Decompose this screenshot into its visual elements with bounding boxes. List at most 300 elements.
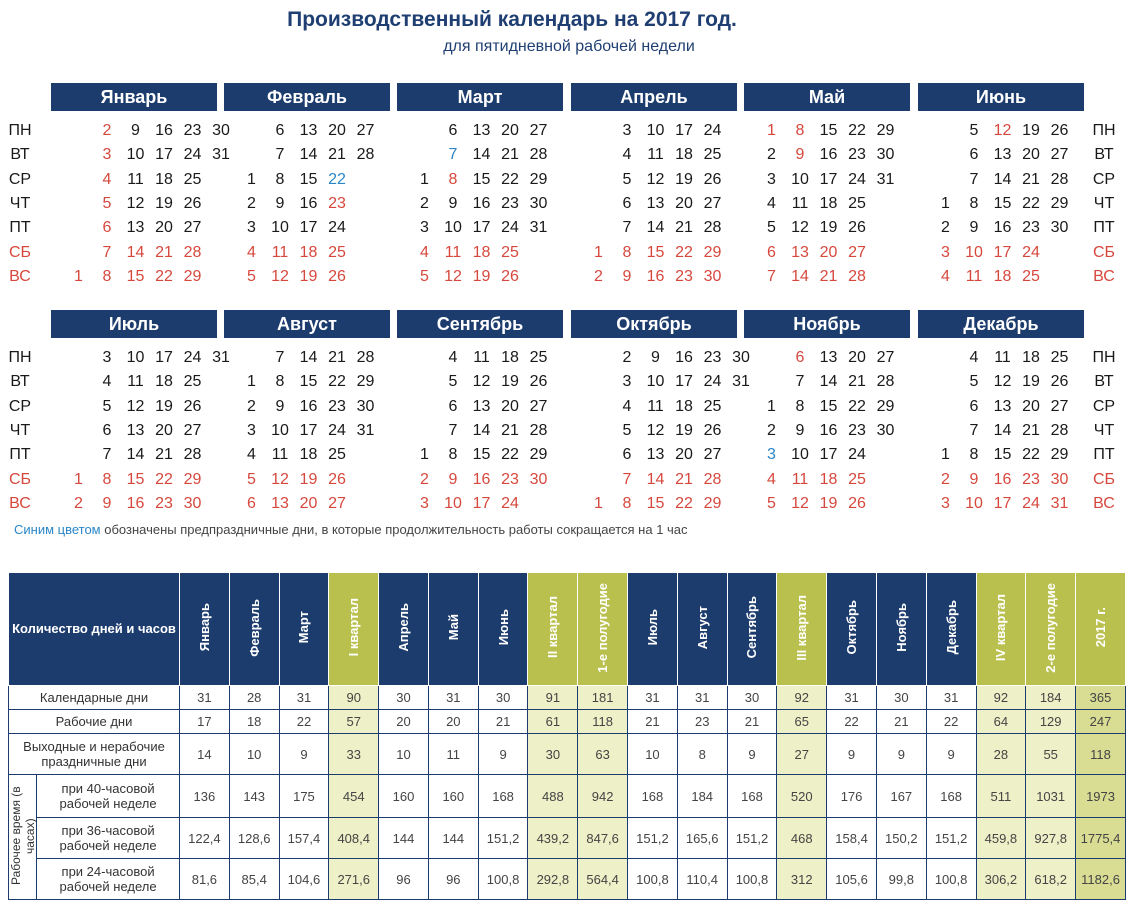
table-cell: 27: [777, 734, 827, 775]
day-cell: 24: [183, 349, 202, 366]
table-cell: 21: [727, 710, 777, 734]
day-cell: 1: [767, 122, 776, 139]
table-cell: 271,6: [329, 859, 379, 900]
day-cell: 24: [501, 494, 519, 512]
row-label: Календарные дни: [9, 686, 180, 710]
day-cell: 5: [767, 494, 776, 512]
day-cell: 11: [271, 446, 289, 464]
month-title: Октябрь: [571, 310, 737, 338]
day-cell: 16: [472, 194, 491, 212]
month-title: Декабрь: [918, 310, 1084, 338]
table-cell: 175: [279, 775, 329, 818]
month-days: [51, 346, 230, 514]
month-title: Апрель: [571, 83, 737, 111]
table-cell: 31: [428, 686, 478, 710]
table-cell: 92: [777, 686, 827, 710]
column-header-label: Февраль: [246, 598, 262, 657]
day-cell: 26: [703, 421, 722, 439]
table-cell: 31: [926, 686, 976, 710]
day-cell: 28: [848, 267, 866, 285]
day-cell: 12: [646, 421, 665, 439]
table-cell: 468: [777, 818, 827, 859]
day-cell: 1: [594, 494, 603, 512]
column-header: [628, 573, 678, 686]
day-cell: 2: [247, 397, 256, 415]
table-cell: 57: [329, 710, 379, 734]
table-cell: 30: [379, 686, 429, 710]
weekday-label: ВТ: [10, 146, 30, 164]
day-cell: 7: [622, 219, 632, 237]
day-cell: 17: [819, 446, 838, 464]
table-cell: 1973: [1076, 775, 1126, 818]
day-cell: 27: [529, 122, 548, 139]
day-cell: 17: [472, 219, 491, 237]
month-title: Ноябрь: [744, 310, 910, 338]
day-cell: 16: [155, 122, 173, 139]
day-cell: 16: [126, 494, 145, 512]
day-cell: 25: [848, 194, 866, 212]
day-cell: 13: [299, 122, 318, 139]
table-cell: 30: [528, 734, 578, 775]
day-cell: 7: [795, 373, 805, 391]
day-cell: 17: [993, 494, 1012, 512]
day-cell: 28: [529, 146, 548, 164]
table-cell: 81,6: [180, 859, 230, 900]
month-days: [224, 346, 390, 514]
weekday-label: ПТ: [9, 219, 31, 237]
day-cell: 13: [646, 194, 665, 212]
day-cell: 21: [848, 373, 866, 391]
day-cell: 5: [247, 267, 256, 285]
day-cell: 23: [1022, 470, 1040, 488]
day-cell: 25: [529, 349, 548, 366]
day-cell: 29: [183, 470, 202, 488]
table-row: [9, 734, 1126, 775]
day-cell: 17: [299, 219, 318, 237]
day-cell: 18: [155, 170, 173, 188]
day-cell: 23: [848, 146, 866, 164]
day-cell: 19: [299, 267, 318, 285]
day-cell: 1: [767, 397, 776, 415]
day-cell: 5: [420, 267, 429, 285]
day-cell: 20: [299, 494, 318, 512]
day-cell: 14: [472, 421, 491, 439]
day-cell: 21: [1022, 421, 1040, 439]
row-label: при 36-часовой рабочей неделе: [37, 818, 180, 859]
day-cell: 5: [969, 122, 979, 139]
table-row: [9, 686, 1126, 710]
day-cell: 6: [622, 446, 632, 464]
day-cell: 10: [444, 494, 462, 512]
table-cell: 129: [1026, 710, 1076, 734]
day-cell: 27: [703, 446, 722, 464]
column-header-label: Январь: [196, 603, 212, 652]
table-cell: 61: [528, 710, 578, 734]
day-cell: 6: [767, 243, 776, 261]
table-cell: 176: [827, 775, 877, 818]
table-cell: 91: [528, 686, 578, 710]
month-title: Август: [224, 310, 390, 338]
day-cell: 15: [993, 194, 1012, 212]
table-cell: 100,8: [628, 859, 678, 900]
day-cell: 6: [448, 122, 458, 139]
row-label: при 40-часовой рабочей неделе: [37, 775, 180, 818]
day-cell: 1: [420, 446, 429, 464]
day-cell: 22: [328, 170, 346, 188]
day-cell: 31: [212, 146, 230, 164]
day-cell: 8: [275, 373, 285, 391]
day-cell: 21: [675, 470, 693, 488]
table-cell: 144: [428, 818, 478, 859]
column-header: [677, 573, 727, 686]
month-days: [918, 119, 1084, 287]
day-cell: 3: [941, 494, 950, 512]
table-cell: 488: [528, 775, 578, 818]
day-cell: 13: [472, 397, 491, 415]
day-cell: 29: [876, 397, 895, 415]
day-cell: 18: [501, 349, 519, 366]
day-cell: 8: [448, 446, 458, 464]
day-cell: 3: [247, 219, 256, 237]
table-cell: 168: [727, 775, 777, 818]
table-cell: 158,4: [827, 818, 877, 859]
day-cell: 25: [703, 397, 722, 415]
weekday-label: ПТ: [1093, 219, 1115, 237]
day-cell: 11: [994, 349, 1011, 366]
table-cell: 1031: [1026, 775, 1076, 818]
day-cell: 6: [247, 494, 256, 512]
day-cell: 21: [501, 146, 519, 164]
day-cell: 25: [501, 243, 519, 261]
day-cell: 19: [675, 170, 693, 188]
month-block: [918, 310, 1084, 514]
day-cell: 5: [102, 194, 112, 212]
day-cell: 22: [1022, 446, 1040, 464]
weekday-label: СБ: [1092, 243, 1116, 261]
day-cell: 6: [622, 194, 632, 212]
day-cell: 19: [299, 470, 318, 488]
day-cell: 24: [1022, 243, 1040, 261]
month-block: [397, 310, 563, 514]
table-cell: 151,2: [628, 818, 678, 859]
day-cell: 30: [732, 349, 750, 366]
day-cell: 23: [183, 122, 202, 139]
day-cell: 20: [819, 243, 838, 261]
table-cell: 150,2: [876, 818, 926, 859]
day-cell: 21: [328, 349, 346, 366]
month-title: Июль: [51, 310, 217, 338]
day-cell: 1: [247, 373, 256, 391]
day-cell: 23: [501, 470, 519, 488]
day-cell: 27: [848, 243, 866, 261]
day-cell: 19: [675, 421, 693, 439]
table-cell: 22: [926, 710, 976, 734]
day-cell: 28: [703, 470, 722, 488]
table-cell: 511: [976, 775, 1026, 818]
table-cell: 459,8: [976, 818, 1026, 859]
day-cell: 14: [126, 243, 145, 261]
table-row: [9, 710, 1126, 734]
day-cell: 18: [819, 470, 838, 488]
day-cell: 15: [472, 170, 491, 188]
day-cell: 5: [622, 421, 632, 439]
day-cell: 25: [703, 146, 722, 164]
row-label: Выходные и нерабочие праздничные дни: [9, 734, 180, 775]
weekday-label: ВТ: [1094, 146, 1114, 164]
day-cell: 18: [675, 397, 693, 415]
day-cell: 18: [819, 194, 838, 212]
day-cell: 27: [183, 219, 202, 237]
day-cell: 23: [155, 494, 173, 512]
table-cell: 31: [628, 686, 678, 710]
day-cell: 27: [876, 349, 895, 366]
day-cell: 1: [74, 470, 83, 488]
day-cell: 26: [183, 397, 202, 415]
table-cell: 11: [428, 734, 478, 775]
day-cell: 14: [791, 267, 809, 285]
table-cell: 136: [180, 775, 230, 818]
day-cell: 2: [941, 470, 950, 488]
table-cell: 9: [876, 734, 926, 775]
day-cell: 12: [472, 373, 491, 391]
day-cell: 31: [1050, 494, 1069, 512]
day-cell: 13: [646, 446, 665, 464]
day-cell: 16: [993, 470, 1012, 488]
table-cell: 92: [976, 686, 1026, 710]
weekday-label: ВС: [9, 267, 31, 285]
row-label: Рабочие дни: [9, 710, 180, 734]
day-cell: 12: [993, 373, 1012, 391]
table-cell: 104,6: [279, 859, 329, 900]
column-header: [180, 573, 230, 686]
day-cell: 20: [1022, 146, 1040, 164]
day-cell: 8: [622, 243, 632, 261]
day-cell: 2: [74, 494, 83, 512]
day-cell: 23: [501, 194, 519, 212]
day-cell: 9: [969, 219, 979, 237]
day-cell: 15: [299, 373, 318, 391]
table-corner-header: Количество дней и часов: [9, 573, 180, 686]
table-cell: 151,2: [727, 818, 777, 859]
day-cell: 3: [102, 146, 112, 164]
table-cell: 9: [926, 734, 976, 775]
day-cell: 9: [102, 494, 112, 512]
day-cell: 22: [501, 446, 519, 464]
table-cell: 96: [379, 859, 429, 900]
day-cell: 15: [472, 446, 491, 464]
day-cell: 19: [1022, 122, 1040, 139]
day-cell: 24: [328, 219, 346, 237]
day-cell: 20: [848, 349, 866, 366]
day-cell: 28: [703, 219, 722, 237]
month-days: [744, 119, 910, 287]
day-cell: 7: [275, 146, 285, 164]
day-cell: 17: [155, 146, 173, 164]
table-cell: 21: [478, 710, 528, 734]
column-header: [329, 573, 379, 686]
day-cell: 22: [848, 122, 866, 139]
table-cell: 10: [229, 734, 279, 775]
weekday-label: ВТ: [10, 373, 30, 391]
weekday-label: СР: [1092, 397, 1116, 415]
day-cell: 15: [993, 446, 1012, 464]
day-cell: 28: [356, 349, 375, 366]
table-cell: 65: [777, 710, 827, 734]
day-cell: 4: [247, 446, 256, 464]
day-cell: 5: [247, 470, 256, 488]
table-cell: 151,2: [926, 818, 976, 859]
table-cell: 181: [578, 686, 628, 710]
month-days: [744, 346, 910, 514]
day-cell: 8: [622, 494, 632, 512]
day-cell: 22: [501, 170, 519, 188]
day-cell: 6: [102, 421, 112, 439]
day-cell: 4: [622, 146, 632, 164]
day-cell: 17: [155, 349, 173, 366]
table-cell: 439,2: [528, 818, 578, 859]
day-cell: 15: [646, 494, 665, 512]
day-cell: 21: [328, 146, 346, 164]
table-cell: 927,8: [1026, 818, 1076, 859]
table-cell: 30: [876, 686, 926, 710]
day-cell: 20: [501, 397, 519, 415]
day-cell: 8: [448, 170, 458, 188]
month-days: [918, 346, 1084, 514]
day-cell: 15: [126, 470, 145, 488]
weekday-label: ПН: [8, 349, 32, 366]
table-cell: 31: [180, 686, 230, 710]
day-cell: 6: [448, 397, 458, 415]
day-cell: 5: [102, 397, 112, 415]
month-block: [224, 310, 390, 514]
day-cell: 25: [1050, 349, 1069, 366]
table-cell: 55: [1026, 734, 1076, 775]
day-cell: 30: [183, 494, 202, 512]
table-cell: 31: [279, 686, 329, 710]
table-cell: 21: [876, 710, 926, 734]
day-cell: 4: [102, 373, 112, 391]
day-cell: 11: [965, 267, 983, 285]
day-cell: 7: [622, 470, 632, 488]
day-cell: 30: [876, 146, 895, 164]
weekday-label: ВТ: [1094, 373, 1114, 391]
column-header: [229, 573, 279, 686]
day-cell: 27: [356, 122, 375, 139]
table-cell: 165,6: [677, 818, 727, 859]
day-cell: 19: [155, 194, 173, 212]
table-cell: 618,2: [1026, 859, 1076, 900]
day-cell: 17: [472, 494, 491, 512]
day-cell: 30: [703, 267, 722, 285]
weekday-label: ЧТ: [1093, 421, 1115, 439]
day-cell: 8: [102, 470, 112, 488]
day-cell: 27: [529, 397, 548, 415]
table-cell: 118: [1076, 734, 1126, 775]
day-cell: 6: [969, 397, 979, 415]
weekday-label: ПТ: [9, 446, 31, 464]
weekday-label: ВС: [9, 494, 31, 512]
table-cell: 306,2: [976, 859, 1026, 900]
table-cell: 28: [229, 686, 279, 710]
table-cell: 31: [827, 686, 877, 710]
day-cell: 28: [183, 243, 202, 261]
month-block: [224, 83, 390, 287]
table-cell: 14: [180, 734, 230, 775]
legend-note: [14, 522, 688, 537]
column-header-label: III квартал: [794, 594, 810, 661]
table-cell: 184: [1026, 686, 1076, 710]
day-cell: 8: [102, 267, 112, 285]
day-cell: 24: [328, 421, 346, 439]
column-header: [926, 573, 976, 686]
day-cell: 12: [126, 397, 145, 415]
weekday-label: ЧТ: [9, 421, 31, 439]
day-cell: 14: [299, 146, 318, 164]
day-cell: 8: [969, 194, 979, 212]
table-cell: 18: [229, 710, 279, 734]
day-cell: 2: [767, 421, 776, 439]
day-cell: 18: [299, 243, 318, 261]
month-block: [51, 83, 230, 287]
day-cell: 3: [622, 373, 632, 391]
table-row: [9, 859, 1126, 900]
day-cell: 30: [529, 470, 548, 488]
day-cell: 13: [791, 243, 809, 261]
table-row: [9, 775, 1126, 818]
table-cell: 143: [229, 775, 279, 818]
column-header-label: Ноябрь: [893, 603, 909, 652]
month-title: Сентябрь: [397, 310, 563, 338]
day-cell: 24: [848, 170, 866, 188]
day-cell: 10: [965, 494, 983, 512]
month-days: [224, 119, 390, 287]
month-block: [744, 83, 910, 287]
weekday-label: СБ: [8, 470, 32, 488]
day-cell: 14: [646, 219, 665, 237]
table-cell: 564,4: [578, 859, 628, 900]
table-cell: 128,6: [229, 818, 279, 859]
day-cell: 2: [102, 122, 112, 139]
day-cell: 7: [275, 349, 285, 366]
day-cell: 28: [1050, 421, 1069, 439]
day-cell: 26: [328, 267, 346, 285]
day-cell: 8: [795, 122, 805, 139]
day-cell: 6: [275, 122, 285, 139]
day-cell: 25: [328, 446, 346, 464]
table-cell: 160: [379, 775, 429, 818]
column-header: [876, 573, 926, 686]
column-header-label: Август: [694, 605, 710, 650]
month-title: Февраль: [224, 83, 390, 111]
day-cell: 24: [501, 219, 519, 237]
day-cell: 20: [155, 219, 173, 237]
day-cell: 8: [795, 397, 805, 415]
day-cell: 19: [819, 219, 838, 237]
day-cell: 12: [126, 194, 145, 212]
day-cell: 2: [767, 146, 776, 164]
day-cell: 1: [941, 194, 950, 212]
day-cell: 20: [675, 194, 693, 212]
day-cell: 10: [646, 373, 665, 391]
day-cell: 12: [791, 219, 809, 237]
table-cell: 85,4: [229, 859, 279, 900]
day-cell: 29: [183, 267, 202, 285]
table-cell: 312: [777, 859, 827, 900]
table-cell: 520: [777, 775, 827, 818]
column-header-label: Апрель: [396, 603, 412, 652]
table-cell: 23: [677, 710, 727, 734]
day-cell: 29: [529, 170, 548, 188]
